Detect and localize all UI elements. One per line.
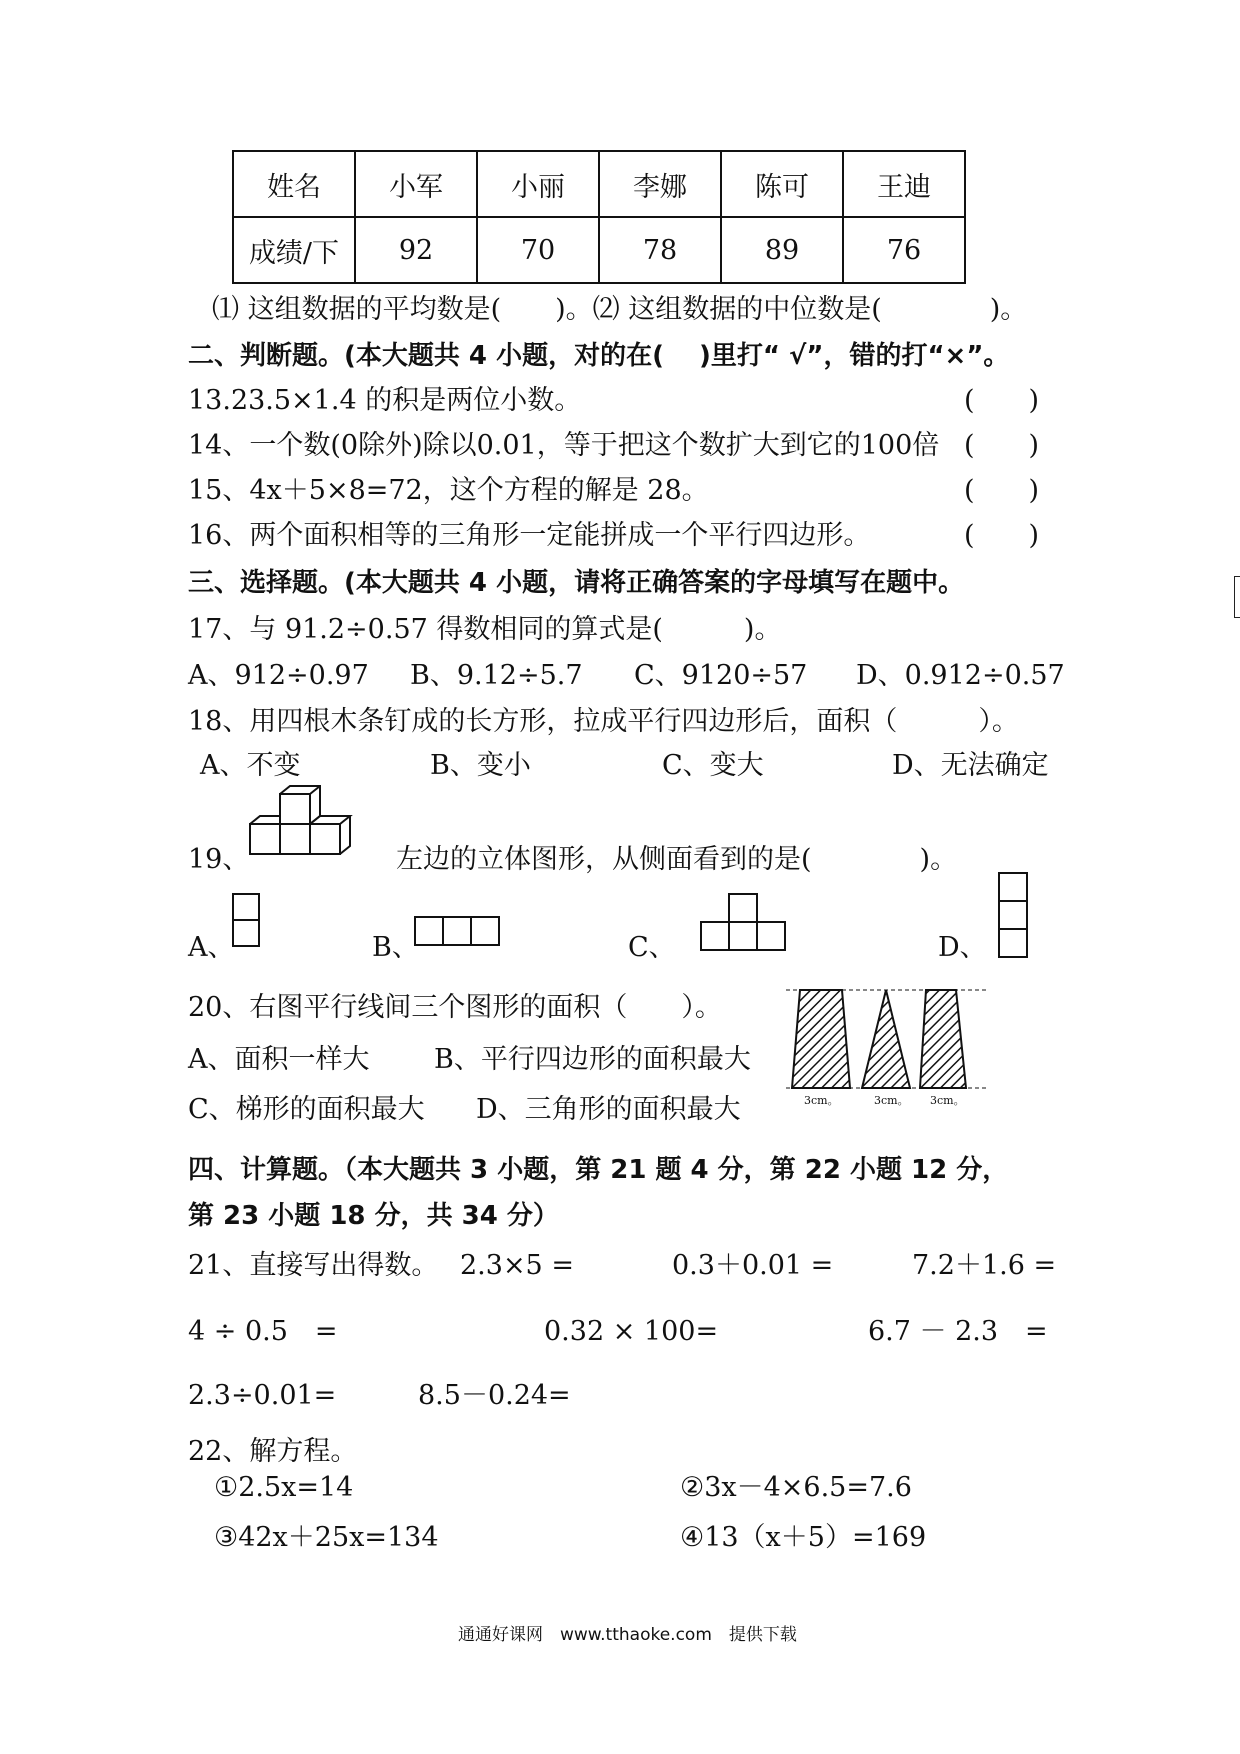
calc-item: 7.2＋1.6 =	[912, 1250, 1057, 1281]
option-b[interactable]: B、	[372, 932, 419, 963]
table-cell: 70	[477, 217, 599, 283]
calc-item: 2.3÷0.01=	[188, 1380, 337, 1411]
section-2-title: 二、判断题。(本大题共 4 小题，对的在( )里打“ √”，错的打“×”。	[188, 341, 1010, 371]
calc-item: 8.5－0.24=	[418, 1380, 571, 1411]
option-c[interactable]: C、	[628, 932, 676, 963]
figure-label: 3cm。	[874, 1094, 909, 1107]
option-c[interactable]: C、梯形的面积最大	[188, 1094, 425, 1125]
question-16: 16、两个面积相等的三角形一定能拼成一个平行四边形。	[188, 520, 871, 551]
table-cell: 姓名	[233, 151, 355, 217]
calc-item: 0.32 × 100=	[544, 1316, 719, 1347]
table-row	[233, 217, 965, 283]
option-d[interactable]: D、0.912÷0.57	[856, 660, 1065, 691]
calc-item: 0.3＋0.01 =	[672, 1250, 834, 1281]
equation-item: ③42x＋25x=134	[214, 1522, 439, 1553]
page-edge-mark	[1234, 576, 1240, 618]
table-cell: 王迪	[843, 151, 965, 217]
question-15: 15、4x＋5×8=72，这个方程的解是 28。	[188, 475, 709, 506]
table-cell: 78	[599, 217, 721, 283]
option-a[interactable]: A、	[188, 932, 235, 963]
table-cell: 92	[355, 217, 477, 283]
answer-paren[interactable]: ( )	[964, 520, 1040, 551]
table-cell: 76	[843, 217, 965, 283]
figure-label: 3cm。	[930, 1094, 965, 1107]
cube-stack-figure	[248, 784, 358, 864]
option-a[interactable]: A、不变	[200, 750, 301, 781]
table-cell: 小丽	[477, 151, 599, 217]
option-b[interactable]: B、平行四边形的面积最大	[434, 1044, 751, 1075]
table-cell: 小军	[355, 151, 477, 217]
option-c[interactable]: C、变大	[662, 750, 764, 781]
table-cell: 成绩/下	[233, 217, 355, 283]
footer-text: 通通好课网 www.tthaoke.com 提供下载	[458, 1625, 797, 1645]
option-d-figure	[998, 872, 1030, 962]
equation-item: ②3x－4×6.5=7.6	[680, 1472, 912, 1503]
option-a[interactable]: A、912÷0.97	[188, 660, 369, 691]
question-19: 左边的立体图形，从侧面看到的是( )。	[396, 844, 958, 875]
parallel-shapes-figure	[786, 984, 986, 1104]
question-21: 21、直接写出得数。	[188, 1250, 439, 1281]
equation-item: ①2.5x=14	[214, 1472, 354, 1503]
option-d[interactable]: D、无法确定	[892, 750, 1049, 781]
question-18: 18、用四根木条钉成的长方形，拉成平行四边形后，面积（ ）。	[188, 706, 1019, 737]
table-cell: 陈可	[721, 151, 843, 217]
option-b[interactable]: B、变小	[430, 750, 531, 781]
option-b[interactable]: B、9.12÷5.7	[410, 660, 583, 691]
calc-item: 6.7 － 2.3 =	[868, 1316, 1048, 1347]
table-cell: 李娜	[599, 151, 721, 217]
option-d[interactable]: D、三角形的面积最大	[476, 1094, 741, 1125]
table-question: ⑴ 这组数据的平均数是( )。⑵ 这组数据的中位数是( )。	[212, 294, 1028, 325]
answer-paren[interactable]: ( )	[964, 475, 1040, 506]
question-20: 20、右图平行线间三个图形的面积（ ）。	[188, 992, 722, 1023]
section-4-title-cont: 第 23 小题 18 分，共 34 分）	[188, 1201, 559, 1231]
question-22: 22、解方程。	[188, 1436, 358, 1467]
question-13: 13.23.5×1.4 的积是两位小数。	[188, 385, 582, 416]
table-cell: 89	[721, 217, 843, 283]
answer-paren[interactable]: ( )	[964, 385, 1040, 416]
answer-paren[interactable]: ( )	[964, 430, 1040, 461]
equation-item: ④13（x＋5）=169	[680, 1522, 927, 1553]
question-17: 17、与 91.2÷0.57 得数相同的算式是( )。	[188, 614, 782, 645]
option-a-figure	[232, 893, 262, 953]
calc-item: 2.3×5 =	[460, 1250, 574, 1281]
section-3-title: 三、选择题。(本大题共 4 小题，请将正确答案的字母填写在题中。	[188, 568, 965, 598]
table-row	[233, 151, 965, 217]
score-table	[232, 150, 966, 284]
section-4-title: 四、计算题。（本大题共 3 小题，第 21 题 4 分，第 22 小题 12 分，	[188, 1155, 1009, 1185]
option-c-figure	[700, 893, 790, 953]
question-19-number: 19、	[188, 844, 250, 875]
option-b-figure	[414, 916, 504, 948]
calc-item: 4 ÷ 0.5 =	[188, 1316, 338, 1347]
figure-label: 3cm。	[804, 1094, 839, 1107]
option-a[interactable]: A、面积一样大	[188, 1044, 370, 1075]
option-c[interactable]: C、9120÷57	[634, 660, 808, 691]
option-d[interactable]: D、	[938, 932, 987, 963]
question-14: 14、一个数(0除外)除以0.01，等于把这个数扩大到它的100倍	[188, 430, 940, 461]
